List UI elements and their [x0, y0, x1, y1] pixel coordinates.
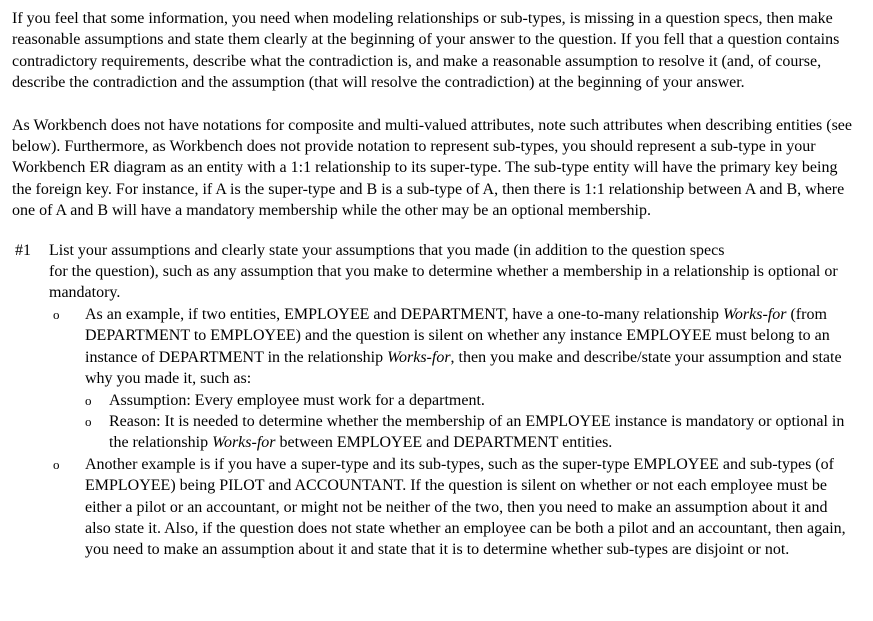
- intro-paragraph-2: As Workbench does not have notations for composite and multi-valued attributes, note such attributes when describing entities (see below). Furthermore, as Workbench does not provide notation to represent sub-types, you should represent a sub-type in your Workbench ER diagram as an entity with a 1:1 relationship to its super-type. The sub-type entity will have the primary key being the foreign key. For instance, if A is the super-type and B is a sub-type of A, then there is 1:1 relationship between A and B, where one of A and B will have a mandatory membership while the other may be an optional membership.: [12, 116, 852, 220]
- list-item-reason: o Reason: It is needed to determine whether the membership of an EMPLOYEE instance is mandatory or optional in the relationship Works-for between EMPLOYEE and DEPARTMENT entities.: [85, 412, 845, 452]
- question-number: #1: [15, 241, 31, 259]
- example-list: [49, 304, 852, 561]
- list-item-example-2: o Another example is if you have a super-type and its sub-types, such as the super-type EMPLOYEE and sub-types (of EMPLOYEE) being PILOT and ACCOUNTANT. If the question is silent on whether or not each employee must be either a pilot or an accountant, or might not be neither of the two, then you need to make an assumption about it and also state it. Also, if the question does not state whether an employee can be both a pilot and an accountant, then again, you need to make an assumption about it and state that it is to determine whether sub-types are disjoint or not.: [53, 455, 846, 559]
- bullet-icon: o: [85, 392, 92, 408]
- bullet-icon: o: [53, 306, 60, 322]
- intro-paragraph-1: If you feel that some information, you need when modeling relationships or sub-types, is missing in a question specs, then make reasonable assumptions and state them clearly at the beginning of your answer to the question. If you fell that a question contains contradictory requirements, describe what the contradiction is, and make a reasonable assumption to resolve it (and, of course, describe the contradiction and the assumption (that will resolve the contradiction) at the beginning of your answer.: [12, 10, 840, 92]
- bullet-icon: o: [85, 413, 92, 429]
- relationship-name: Works-for: [212, 434, 276, 452]
- example-sub-list: [85, 390, 852, 454]
- question-text-continued: for the question), such as any assumption that you make to determine whether a membership in a relationship is optional or mandatory.: [49, 263, 838, 302]
- list-item-assumption: o Assumption: Every employee must work for a department.: [85, 390, 852, 411]
- list-item-example-1: o As an example, if two entities, EMPLOYEE and DEPARTMENT, have a one-to-many relationship Works-for (from DEPARTMENT to EMPLOYEE) and the question is silent on whether any instance EMPLOYEE must belong to an instance of DEPARTMENT in the relationship Works-for, then you make and describe/state your assumption and state why you made it, such as: o Assumption: Every employee must work for a department. o Reason: It is needed to determine whether the membership of an EMPLOYEE instance is mandatory or optional in the relationship Works-for between EMPLOYEE and DEPARTMENT entities.: [49, 304, 852, 454]
- relationship-name: Works-for: [723, 305, 787, 323]
- bullet-icon: o: [53, 456, 60, 472]
- relationship-name: Works-for: [387, 348, 451, 366]
- question-block: [12, 240, 852, 561]
- document-page: [12, 8, 852, 561]
- question-text-first-line: List your assumptions and clearly state your assumptions that you made (in addition to the question specs: [49, 241, 725, 259]
